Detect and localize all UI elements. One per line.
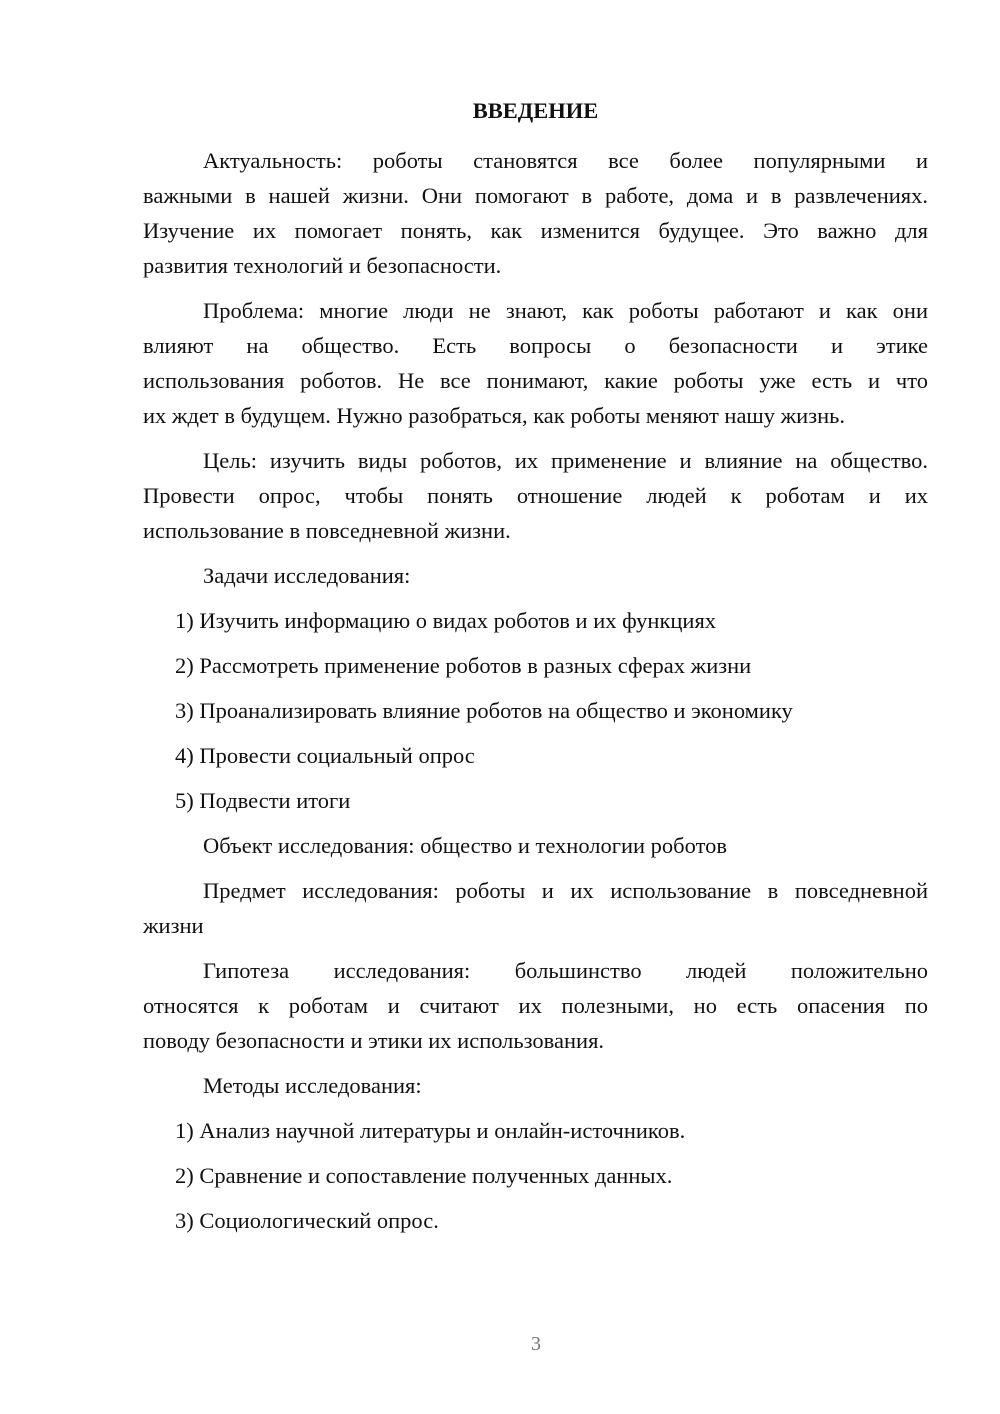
text-line: поводу безопасности и этики их использования. <box>143 1028 605 1053</box>
text-line: влияют на общество. Есть вопросы о безопасности и этике <box>143 333 928 358</box>
text-line: Актуальность: роботы становятся все более популярными и <box>203 148 928 173</box>
paragraph <box>143 558 928 593</box>
list-item <box>143 603 928 638</box>
text-line: 3) Проанализировать влияние роботов на общество и экономику <box>175 698 793 723</box>
text-line: Изучение их помогает понять, как изменится будущее. Это важно для <box>143 218 928 243</box>
text-line: Методы исследования: <box>203 1073 422 1098</box>
list-item <box>143 1113 928 1148</box>
text-line: развития технологий и безопасности. <box>143 253 502 278</box>
text-line: Задачи исследования: <box>203 563 411 588</box>
list-item <box>143 1203 928 1238</box>
text-line: 2) Сравнение и сопоставление полученных данных. <box>175 1163 673 1188</box>
paragraph <box>143 873 928 943</box>
text-line: использование в повседневной жизни. <box>143 518 511 543</box>
paragraph <box>143 293 928 433</box>
text-line: Цель: изучить виды роботов, их применение и влияние на общество. <box>203 448 928 473</box>
list-item <box>143 693 928 728</box>
text-line: использования роботов. Не все понимают, какие роботы уже есть и что <box>143 368 928 393</box>
text-line: Объект исследования: общество и технологии роботов <box>203 833 727 858</box>
text-line: Провести опрос, чтобы понять отношение людей к роботам и их <box>143 483 928 508</box>
text-line: их ждет в будущем. Нужно разобраться, как роботы меняют нашу жизнь. <box>143 403 846 428</box>
list-item <box>143 648 928 683</box>
paragraph <box>143 828 928 863</box>
paragraph <box>143 1068 928 1103</box>
list-item <box>143 738 928 773</box>
section-title: ВВЕДЕНИЕ <box>472 98 599 123</box>
page-number: 3 <box>531 1333 541 1355</box>
text-line: 3) Социологический опрос. <box>175 1208 439 1233</box>
text-line: относятся к роботам и считают их полезными, но есть опасения по <box>143 993 928 1018</box>
list-item <box>143 783 928 818</box>
text-line: 1) Изучить информацию о видах роботов и их функциях <box>175 608 717 633</box>
page-content <box>143 93 928 1238</box>
text-line: Проблема: многие люди не знают, как роботы работают и как они <box>203 298 928 323</box>
text-line: 5) Подвести итоги <box>175 788 351 813</box>
text-line: 2) Рассмотреть применение роботов в разных сферах жизни <box>175 653 752 678</box>
paragraph <box>143 953 928 1058</box>
paragraph <box>143 443 928 548</box>
text-line: 4) Провести социальный опрос <box>175 743 475 768</box>
section-body <box>143 143 928 1238</box>
text-line: Предмет исследования: роботы и их использование в повседневной <box>203 878 928 903</box>
paragraph <box>143 143 928 283</box>
text-line: важными в нашей жизни. Они помогают в работе, дома и в развлечениях. <box>143 183 928 208</box>
text-line: Гипотеза исследования: большинство людей положительно <box>203 958 928 983</box>
text-line: жизни <box>143 913 204 938</box>
text-line: 1) Анализ научной литературы и онлайн-источников. <box>175 1118 686 1143</box>
list-item <box>143 1158 928 1193</box>
